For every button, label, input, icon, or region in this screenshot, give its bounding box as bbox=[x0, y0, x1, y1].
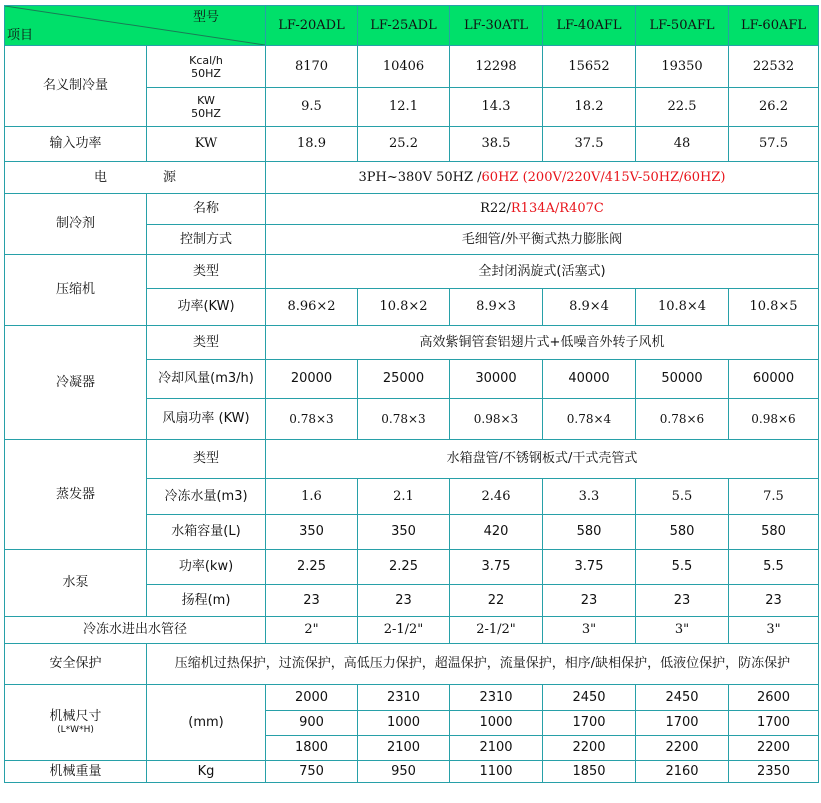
table-cell: 3" bbox=[543, 617, 636, 644]
table-cell: 2100 bbox=[358, 736, 450, 761]
evaporator-water-label: 冷冻水量(m3) bbox=[147, 479, 266, 515]
table-cell: 10.8×2 bbox=[358, 289, 450, 326]
table-cell: 2.46 bbox=[450, 479, 543, 515]
kw-unit: KW 50HZ bbox=[147, 88, 266, 127]
table-cell: 0.78×3 bbox=[358, 399, 450, 440]
table-cell: 0.78×6 bbox=[636, 399, 729, 440]
table-cell: 950 bbox=[358, 761, 450, 783]
condenser-type-label: 类型 bbox=[147, 326, 266, 360]
model-label: 型号 bbox=[192, 10, 219, 25]
table-row bbox=[5, 550, 819, 585]
table-cell: 23 bbox=[358, 585, 450, 617]
table-cell: 3" bbox=[636, 617, 729, 644]
table-cell: 2600 bbox=[729, 685, 819, 711]
table-cell: 1.6 bbox=[266, 479, 358, 515]
table-cell: 420 bbox=[450, 515, 543, 550]
input-power-unit: KW bbox=[147, 127, 266, 162]
table-cell: 1700 bbox=[543, 711, 636, 736]
table-cell: 23 bbox=[266, 585, 358, 617]
evaporator-type-label: 类型 bbox=[147, 440, 266, 479]
table-row bbox=[5, 162, 819, 194]
table-row bbox=[5, 440, 819, 479]
evaporator-type-value: 水箱盘管/不锈钢板式/干式壳管式 bbox=[266, 440, 819, 479]
table-cell: 10.8×5 bbox=[729, 289, 819, 326]
table-cell: 2.25 bbox=[358, 550, 450, 585]
pump-power-label: 功率(kw) bbox=[147, 550, 266, 585]
table-row bbox=[5, 194, 819, 225]
table-cell: 7.5 bbox=[729, 479, 819, 515]
table-cell: 2-1/2" bbox=[358, 617, 450, 644]
table-cell: 0.78×4 bbox=[543, 399, 636, 440]
table-cell: 3.75 bbox=[450, 550, 543, 585]
table-cell: 580 bbox=[729, 515, 819, 550]
table-cell: 22.5 bbox=[636, 88, 729, 127]
table-cell: 2200 bbox=[636, 736, 729, 761]
power-supply-label: 电 源 bbox=[5, 162, 266, 194]
table-cell: 3" bbox=[729, 617, 819, 644]
table-cell: 0.98×6 bbox=[729, 399, 819, 440]
table-cell: 8170 bbox=[266, 46, 358, 88]
table-cell: 19350 bbox=[636, 46, 729, 88]
table-cell: 2" bbox=[266, 617, 358, 644]
table-cell: 1000 bbox=[358, 711, 450, 736]
condenser-airflow-label: 冷却风量(m3/h) bbox=[147, 360, 266, 399]
table-row bbox=[5, 617, 819, 644]
table-cell: 22532 bbox=[729, 46, 819, 88]
table-cell: 2310 bbox=[450, 685, 543, 711]
model-header: LF-30ATL bbox=[450, 6, 543, 46]
table-cell: 2450 bbox=[543, 685, 636, 711]
table-cell: 0.78×3 bbox=[266, 399, 358, 440]
table-cell: 9.5 bbox=[266, 88, 358, 127]
safety-label: 安全保护 bbox=[5, 644, 147, 685]
table-cell: 18.2 bbox=[543, 88, 636, 127]
table-cell: 2450 bbox=[636, 685, 729, 711]
table-cell: 25.2 bbox=[358, 127, 450, 162]
table-cell: 10.8×4 bbox=[636, 289, 729, 326]
table-row bbox=[5, 685, 819, 711]
table-cell: 12.1 bbox=[358, 88, 450, 127]
table-cell: 25000 bbox=[358, 360, 450, 399]
compressor-power-label: 功率(KW) bbox=[147, 289, 266, 326]
table-cell: 5.5 bbox=[636, 550, 729, 585]
table-cell: 22 bbox=[450, 585, 543, 617]
table-cell: 750 bbox=[266, 761, 358, 783]
weight-label: 机械重量 bbox=[5, 761, 147, 783]
table-cell: 2100 bbox=[450, 736, 543, 761]
table-cell: 2000 bbox=[266, 685, 358, 711]
table-cell: 5.5 bbox=[636, 479, 729, 515]
table-cell: 48 bbox=[636, 127, 729, 162]
table-cell: 3.75 bbox=[543, 550, 636, 585]
table-cell: 1850 bbox=[543, 761, 636, 783]
table-cell: 23 bbox=[729, 585, 819, 617]
condenser-label: 冷凝器 bbox=[5, 326, 147, 440]
table-cell: 60000 bbox=[729, 360, 819, 399]
dimensions-label: 机械尺寸 (L*W*H) bbox=[5, 685, 147, 761]
model-header: LF-60AFL bbox=[729, 6, 819, 46]
input-power-label: 输入功率 bbox=[5, 127, 147, 162]
table-cell: 2200 bbox=[729, 736, 819, 761]
table-cell: 38.5 bbox=[450, 127, 543, 162]
table-row bbox=[5, 127, 819, 162]
table-cell: 1000 bbox=[450, 711, 543, 736]
pump-label: 水泵 bbox=[5, 550, 147, 617]
table-cell: 2350 bbox=[729, 761, 819, 783]
table-cell: 580 bbox=[543, 515, 636, 550]
model-header: LF-20ADL bbox=[266, 6, 358, 46]
table-cell: 1800 bbox=[266, 736, 358, 761]
condenser-type-value: 高效紫铜管套铝翅片式+低噪音外转子风机 bbox=[266, 326, 819, 360]
cooling-capacity-label: 名义制冷量 bbox=[5, 46, 147, 127]
table-cell: 8.9×3 bbox=[450, 289, 543, 326]
table-cell: 40000 bbox=[543, 360, 636, 399]
table-cell: 900 bbox=[266, 711, 358, 736]
table-cell: 350 bbox=[266, 515, 358, 550]
item-label: 项目 bbox=[7, 28, 34, 43]
weight-unit: Kg bbox=[147, 761, 266, 783]
table-cell: 1700 bbox=[636, 711, 729, 736]
table-cell: 18.9 bbox=[266, 127, 358, 162]
table-cell: 350 bbox=[358, 515, 450, 550]
table-row bbox=[5, 761, 819, 783]
refrigerant-control-label: 控制方式 bbox=[147, 225, 266, 255]
table-cell: 1700 bbox=[729, 711, 819, 736]
refrigerant-label: 制冷剂 bbox=[5, 194, 147, 255]
pump-head-label: 扬程(m) bbox=[147, 585, 266, 617]
spec-table bbox=[4, 5, 819, 783]
table-cell: 8.9×4 bbox=[543, 289, 636, 326]
table-row bbox=[5, 255, 819, 289]
header-row bbox=[5, 6, 819, 46]
refrigerant-name-value: R22/R134A/R407C bbox=[266, 194, 819, 225]
table-cell: 15652 bbox=[543, 46, 636, 88]
table-cell: 5.5 bbox=[729, 550, 819, 585]
table-cell: 1100 bbox=[450, 761, 543, 783]
table-cell: 2160 bbox=[636, 761, 729, 783]
diagonal-line bbox=[5, 6, 265, 45]
model-header: LF-25ADL bbox=[358, 6, 450, 46]
table-cell: 2.1 bbox=[358, 479, 450, 515]
table-cell: 2.25 bbox=[266, 550, 358, 585]
power-supply-value: 3PH~380V 50HZ /60HZ (200V/220V/415V-50HZ/60HZ) bbox=[266, 162, 819, 194]
compressor-label: 压缩机 bbox=[5, 255, 147, 326]
table-cell: 50000 bbox=[636, 360, 729, 399]
table-cell: 20000 bbox=[266, 360, 358, 399]
table-cell: 23 bbox=[543, 585, 636, 617]
corner-header bbox=[5, 6, 266, 46]
kcal-unit: Kcal/h 50HZ bbox=[147, 46, 266, 88]
table-row bbox=[5, 46, 819, 88]
table-cell: 8.96×2 bbox=[266, 289, 358, 326]
table-cell: 2310 bbox=[358, 685, 450, 711]
table-row bbox=[5, 326, 819, 360]
safety-value: 压缩机过热保护，过流保护，高低压力保护，超温保护，流量保护，相序/缺相保护，低液位保护，防冻保护 bbox=[147, 644, 819, 685]
table-cell: 580 bbox=[636, 515, 729, 550]
table-cell: 2200 bbox=[543, 736, 636, 761]
pipe-label: 冷冻水进出水管径 bbox=[5, 617, 266, 644]
table-cell: 14.3 bbox=[450, 88, 543, 127]
model-header: LF-50AFL bbox=[636, 6, 729, 46]
compressor-type-label: 类型 bbox=[147, 255, 266, 289]
evaporator-tank-label: 水箱容量(L) bbox=[147, 515, 266, 550]
compressor-type-value: 全封闭涡旋式(活塞式) bbox=[266, 255, 819, 289]
table-cell: 12298 bbox=[450, 46, 543, 88]
table-cell: 37.5 bbox=[543, 127, 636, 162]
evaporator-label: 蒸发器 bbox=[5, 440, 147, 550]
refrigerant-name-label: 名称 bbox=[147, 194, 266, 225]
table-cell: 10406 bbox=[358, 46, 450, 88]
dimensions-unit: (mm) bbox=[147, 685, 266, 761]
model-header: LF-40AFL bbox=[543, 6, 636, 46]
table-cell: 23 bbox=[636, 585, 729, 617]
table-cell: 30000 bbox=[450, 360, 543, 399]
table-cell: 0.98×3 bbox=[450, 399, 543, 440]
refrigerant-control-value: 毛细管/外平衡式热力膨胀阀 bbox=[266, 225, 819, 255]
table-cell: 57.5 bbox=[729, 127, 819, 162]
table-cell: 2-1/2" bbox=[450, 617, 543, 644]
table-cell: 26.2 bbox=[729, 88, 819, 127]
condenser-fan-label: 风扇功率 (KW) bbox=[147, 399, 266, 440]
table-cell: 3.3 bbox=[543, 479, 636, 515]
table-row bbox=[5, 644, 819, 685]
